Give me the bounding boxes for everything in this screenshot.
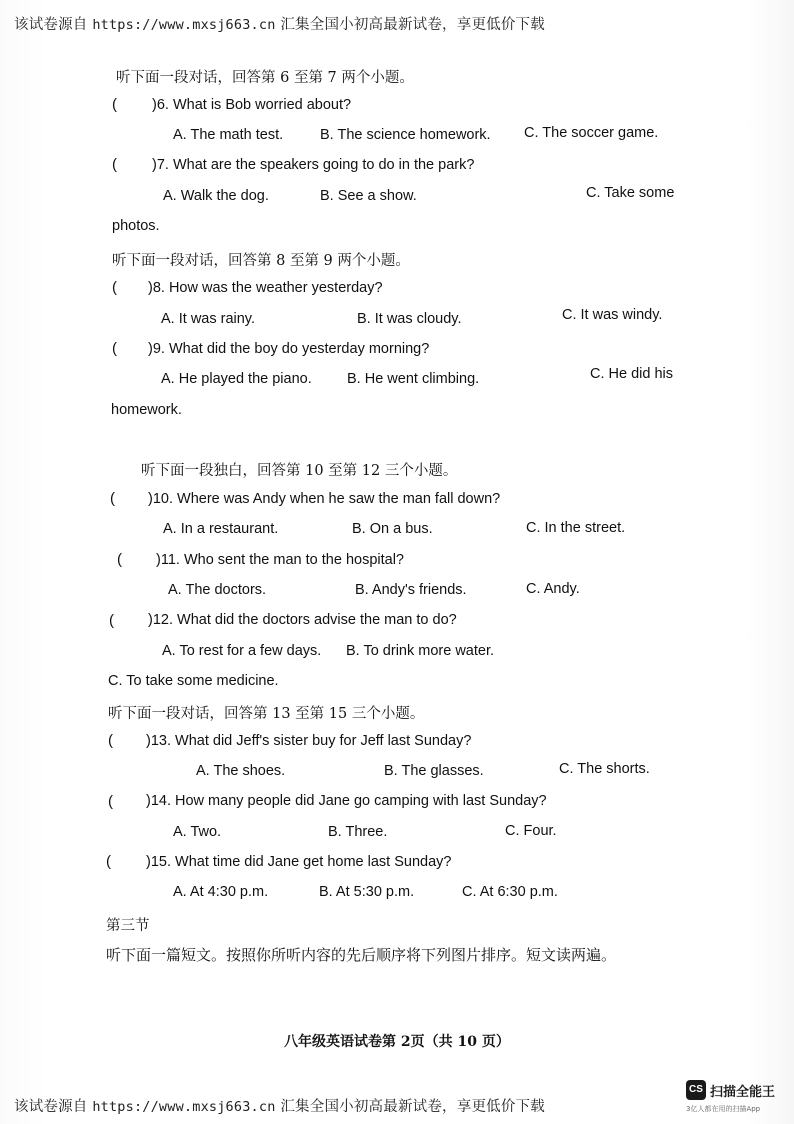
q13-option-c: C. The shorts.: [559, 761, 650, 777]
q15-option-a: A. At 4:30 p.m.: [173, 884, 269, 900]
q12-option-a: A. To rest for a few days.: [162, 643, 322, 659]
q9-option-a: A. He played the piano.: [161, 371, 312, 387]
q6-option-b: B. The science homework.: [320, 127, 491, 143]
banner-url-link[interactable]: https://www.mxsj663.cn: [92, 1099, 276, 1115]
source-banner-bottom: [14, 1095, 545, 1116]
q6-option-a: A. The math test.: [173, 127, 284, 143]
answer-blank-q7[interactable]: (: [112, 156, 117, 173]
answer-blank-q14[interactable]: (: [108, 793, 113, 810]
q14-option-c: C. Four.: [505, 823, 557, 839]
part3-instruction: 听下面一篇短文。按照你所听内容的先后顺序将下列图片排序。短文读两遍。: [106, 946, 617, 964]
section-intro-q6-7: 听下面一段对话，回答第 6 至第 7 两个小题。: [116, 70, 414, 86]
logo-name: 扫描全能王: [710, 1085, 776, 1100]
answer-blank-q15[interactable]: (: [106, 853, 111, 870]
logo-tagline: 3亿人都在用的扫描App: [686, 1105, 761, 1113]
q11-option-a: A. The doctors.: [168, 582, 267, 598]
question-10: )10. Where was Andy when he saw the man fall down?: [148, 491, 501, 507]
q12-option-b: B. To drink more water.: [346, 643, 495, 659]
source-banner-top: [14, 13, 545, 34]
part3-title: 第三节: [106, 918, 150, 934]
section-intro-q10-12: 听下面一段独白，回答第 10 至第 12 三个小题。: [141, 463, 458, 479]
q11-option-c: C. Andy.: [526, 581, 580, 597]
question-9: )9. What did the boy do yesterday morning?: [148, 341, 430, 357]
q7-option-b: B. See a show.: [320, 188, 417, 204]
question-12: )12. What did the doctors advise the man to do?: [148, 612, 457, 628]
q14-option-b: B. Three.: [328, 824, 388, 840]
question-13: )13. What did Jeff's sister buy for Jeff last Sunday?: [146, 733, 472, 749]
q8-option-b: B. It was cloudy.: [357, 311, 462, 327]
answer-blank-q8[interactable]: (: [112, 279, 117, 296]
q7-option-a: A. Walk the dog.: [163, 188, 269, 204]
question-14: )14. How many people did Jane go camping with last Sunday?: [146, 793, 547, 809]
question-7: )7. What are the speakers going to do in the park?: [152, 157, 475, 173]
answer-blank-q6[interactable]: (: [112, 96, 117, 113]
q13-option-b: B. The glasses.: [384, 763, 484, 779]
banner-prefix: 该试卷源自: [14, 17, 88, 33]
q9-option-c: C. He did his: [590, 366, 674, 382]
q14-option-a: A. Two.: [173, 824, 222, 840]
answer-blank-q13[interactable]: (: [108, 732, 113, 749]
banner-suffix: 汇集全国小初高最新试卷，享更低价下载: [280, 1099, 545, 1115]
banner-prefix: 该试卷源自: [14, 1099, 88, 1115]
q11-option-b: B. Andy's friends.: [355, 582, 467, 598]
question-6: )6. What is Bob worried about?: [152, 97, 352, 113]
camscanner-logo: [686, 1080, 786, 1116]
banner-suffix: 汇集全国小初高最新试卷，享更低价下载: [280, 17, 545, 33]
q9-option-c-wrap: homework.: [111, 402, 182, 418]
q10-option-c: C. In the street.: [526, 520, 626, 536]
page-footer: 八年级英语试卷第 2页（共 10 页）: [284, 1034, 510, 1050]
section-intro-q8-9: 听下面一段对话，回答第 8 至第 9 两个小题。: [112, 253, 410, 269]
q10-option-b: B. On a bus.: [352, 521, 433, 537]
q15-option-c: C. At 6:30 p.m.: [462, 884, 558, 900]
q9-option-b: B. He went climbing.: [347, 371, 480, 387]
q10-option-a: A. In a restaurant.: [163, 521, 279, 537]
q15-option-b: B. At 5:30 p.m.: [319, 884, 415, 900]
section-intro-q13-15: 听下面一段对话，回答第 13 至第 15 三个小题。: [108, 706, 425, 722]
question-15: )15. What time did Jane get home last Sunday?: [146, 854, 452, 870]
banner-url-link[interactable]: https://www.mxsj663.cn: [92, 17, 276, 33]
q6-option-c: C. The soccer game.: [524, 125, 659, 141]
q7-option-c-wrap: photos.: [112, 218, 160, 234]
q13-option-a: A. The shoes.: [196, 763, 286, 779]
q8-option-c: C. It was windy.: [562, 307, 663, 323]
q12-option-c: C. To take some medicine.: [108, 673, 279, 689]
q8-option-a: A. It was rainy.: [161, 311, 256, 327]
q7-option-c: C. Take some: [586, 185, 675, 201]
question-8: )8. How was the weather yesterday?: [148, 280, 383, 296]
answer-blank-q12[interactable]: (: [109, 612, 114, 629]
question-11: )11. Who sent the man to the hospital?: [156, 552, 404, 568]
answer-blank-q10[interactable]: (: [110, 490, 115, 507]
answer-blank-q9[interactable]: (: [112, 340, 117, 357]
answer-blank-q11[interactable]: (: [117, 551, 122, 568]
cs-logo-icon: CS: [686, 1080, 706, 1100]
